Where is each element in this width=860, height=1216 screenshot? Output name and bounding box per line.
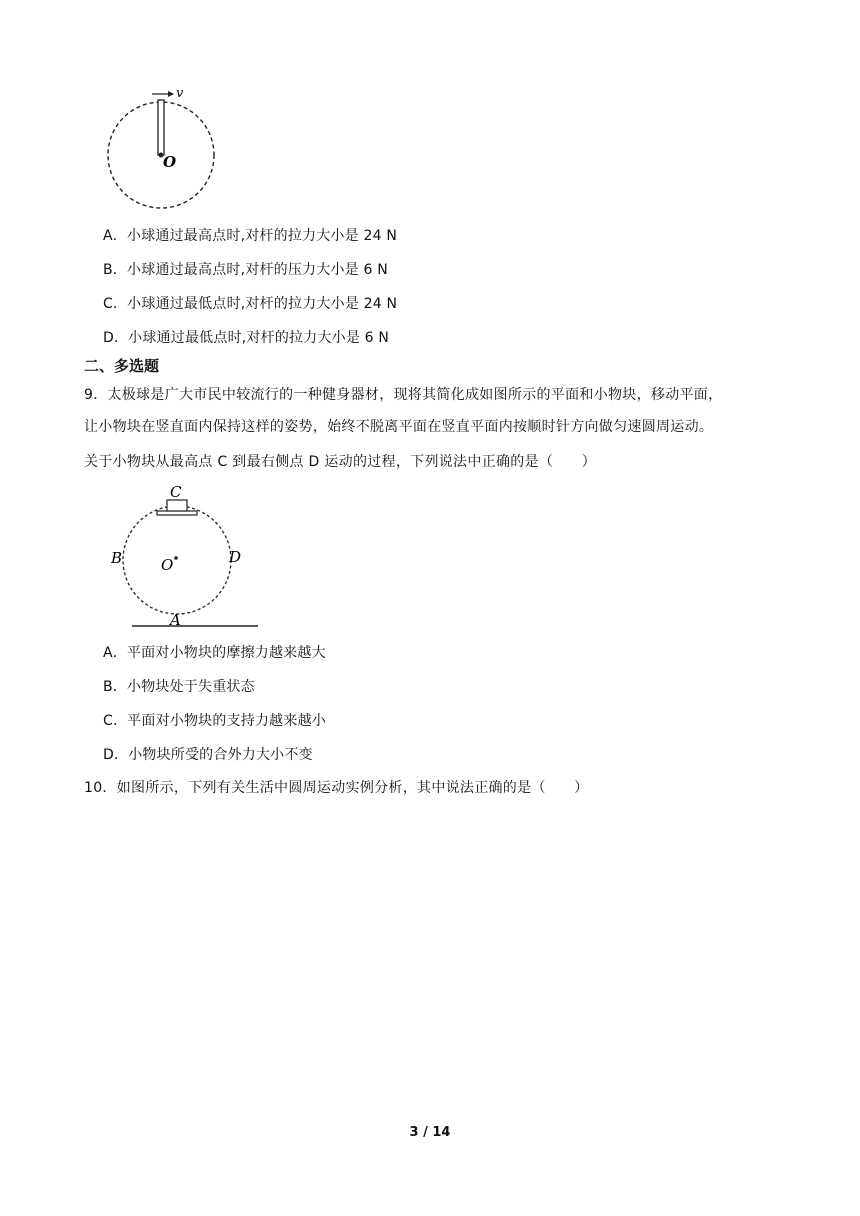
q9-label-o: O: [161, 556, 174, 574]
q9-line-3: 关于小物块从最高点 C 到最右侧点 D 运动的过程，下列说法中正确的是（ ）: [84, 454, 597, 470]
q9-line-1: 9．太极球是广大市民中较流行的一种健身器材，现将其简化成如图所示的平面和小物块，移动平面，: [84, 387, 723, 403]
q9-option-b: B．小物块处于失重状态: [103, 679, 255, 695]
q8-figure: [100, 80, 225, 215]
section-title: 二、多选题: [84, 357, 160, 375]
q9-block: [167, 500, 187, 511]
q9-option-c: C．平面对小物块的支持力越来越小: [103, 713, 326, 729]
q8-arrow-head: [168, 91, 174, 97]
q9-figure: [100, 480, 270, 630]
q9-label-a: A: [170, 611, 181, 629]
q8-velocity-label: v: [176, 86, 184, 101]
q9-label-b: B: [111, 549, 123, 567]
q9-option-a: A．平面对小物块的摩擦力越来越大: [103, 645, 326, 661]
q9-label-d: D: [229, 548, 242, 566]
q9-option-d: D．小物块所受的合外力大小不变: [103, 747, 313, 763]
q9-line-2: 让小物块在竖直面内保持这样的姿势，始终不脱离平面在竖直平面内按顺时针方向做匀速圆周运动。: [84, 419, 714, 435]
q8-option-d: D．小球通过最低点时,对杆的拉力大小是 6 N: [103, 330, 390, 346]
q8-option-a: A．小球通过最高点时,对杆的拉力大小是 24 N: [103, 228, 398, 244]
q8-option-c: C．小球通过最低点时,对杆的拉力大小是 24 N: [103, 296, 398, 312]
page-number: 3 / 14: [409, 1125, 451, 1140]
q8-center-label: O: [163, 153, 177, 171]
q9-dashed-circle: [123, 506, 231, 614]
q9-label-c: C: [170, 483, 182, 501]
q8-rod: [158, 100, 164, 155]
q8-option-b: B．小球通过最高点时,对杆的压力大小是 6 N: [103, 262, 388, 278]
q9-center-dot: [174, 556, 178, 560]
q10-text: 10．如图所示，下列有关生活中圆周运动实例分析，其中说法正确的是（ ）: [84, 780, 589, 796]
q9-plate: [157, 511, 197, 515]
